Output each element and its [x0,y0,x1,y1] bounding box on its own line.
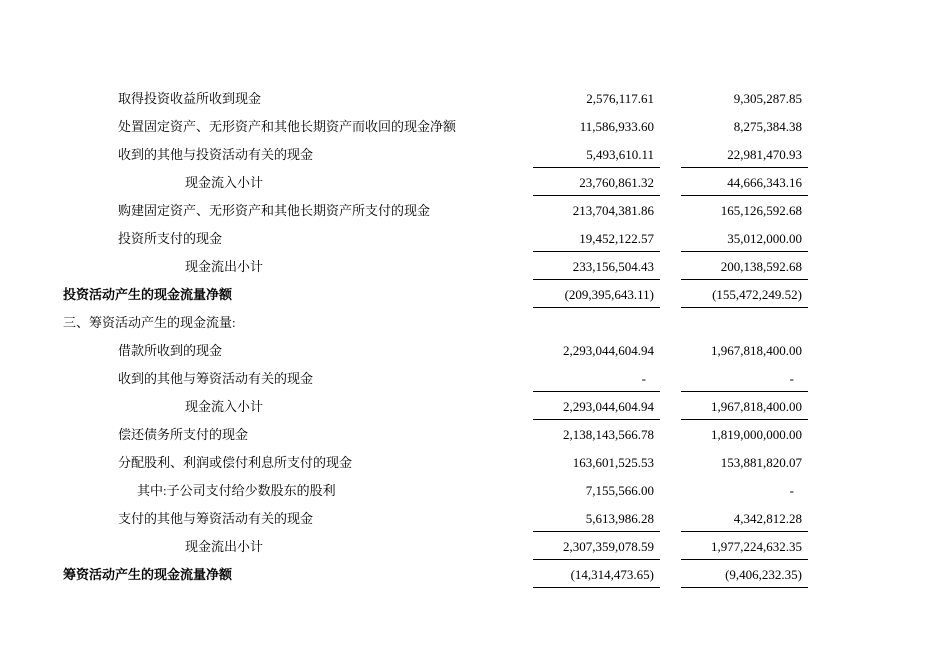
row-label: 支付的其他与筹资活动有关的现金 [118,511,314,526]
prior-period-value: 200,138,592.68 [681,253,808,280]
prior-period-value: 165,126,592.68 [720,203,802,218]
current-period-value: 2,576,117.61 [586,91,654,106]
current-period-value: 7,155,566.00 [585,483,654,498]
current-period-value: 2,293,044,604.94 [533,393,660,420]
current-period-value: 233,156,504.43 [533,253,660,280]
prior-period-value: 9,305,287.85 [733,91,802,106]
table-row [0,365,950,393]
row-label: 偿还债务所支付的现金 [118,427,249,442]
table-row [0,141,950,169]
prior-period-value: 8,275,384.38 [733,119,802,134]
prior-period-value: 4,342,812.28 [681,505,808,532]
current-period-value: 2,307,359,078.59 [533,533,660,560]
current-period-value: 23,760,861.32 [533,169,660,196]
prior-period-value: - [789,483,794,498]
prior-period-value: (155,472,249.52) [681,281,808,308]
row-label: 收到的其他与筹资活动有关的现金 [118,371,314,386]
net-total-row [0,561,950,589]
row-label: 分配股利、利润或偿付利息所支付的现金 [118,455,353,470]
current-period-value: 11,586,933.60 [579,119,654,134]
row-label: 投资活动产生的现金流量净额 [63,287,233,302]
row-label: 购建固定资产、无形资产和其他长期资产所支付的现金 [118,203,431,218]
prior-period-value: 44,666,343.16 [681,169,808,196]
row-label: 筹资活动产生的现金流量净额 [63,567,233,582]
table-row [0,477,950,505]
prior-period-value: 35,012,000.00 [681,225,808,252]
current-period-value: (209,395,643.11) [533,281,660,308]
row-label: 取得投资收益所收到现金 [118,91,262,106]
table-row [0,85,950,113]
section-heading: 三、筹资活动产生的现金流量: [63,315,236,330]
current-period-value: 5,493,610.11 [533,141,660,168]
table-row [0,337,950,365]
current-period-value: 2,293,044,604.94 [563,343,654,358]
prior-period-value: 1,819,000,000.00 [711,427,802,442]
table-row [0,505,950,533]
row-label: 借款所收到的现金 [118,343,223,358]
prior-period-value: 1,967,818,400.00 [681,393,808,420]
section-heading-row [0,309,950,337]
row-label: 处置固定资产、无形资产和其他长期资产而收回的现金净额 [118,119,457,134]
table-row [0,113,950,141]
current-period-value: 213,704,381.86 [572,203,654,218]
current-period-value: (14,314,473.65) [533,561,660,588]
prior-period-value: 1,967,818,400.00 [711,343,802,358]
current-period-value: 163,601,525.53 [572,455,654,470]
table-row [0,421,950,449]
row-label: 现金流出小计 [185,539,264,554]
current-period-value: 5,613,986.28 [533,505,660,532]
subtotal-row [0,169,950,197]
prior-period-value: 153,881,820.07 [720,455,802,470]
prior-period-value: 22,981,470.93 [681,141,808,168]
prior-period-value: - [681,365,808,392]
subtotal-row [0,533,950,561]
net-total-row [0,281,950,309]
row-label: 现金流出小计 [185,259,264,274]
table-row [0,449,950,477]
prior-period-value: (9,406,232.35) [681,561,808,588]
current-period-value: 2,138,143,566.78 [563,427,654,442]
current-period-value: - [533,365,660,392]
subtotal-row [0,393,950,421]
table-row [0,225,950,253]
row-label: 现金流入小计 [185,399,264,414]
row-label: 现金流入小计 [185,175,264,190]
row-label: 收到的其他与投资活动有关的现金 [118,147,314,162]
table-row [0,197,950,225]
row-label: 其中:子公司支付给少数股东的股利 [137,483,336,498]
row-label: 投资所支付的现金 [118,231,223,246]
current-period-value: 19,452,122.57 [533,225,660,252]
subtotal-row [0,253,950,281]
prior-period-value: 1,977,224,632.35 [681,533,808,560]
